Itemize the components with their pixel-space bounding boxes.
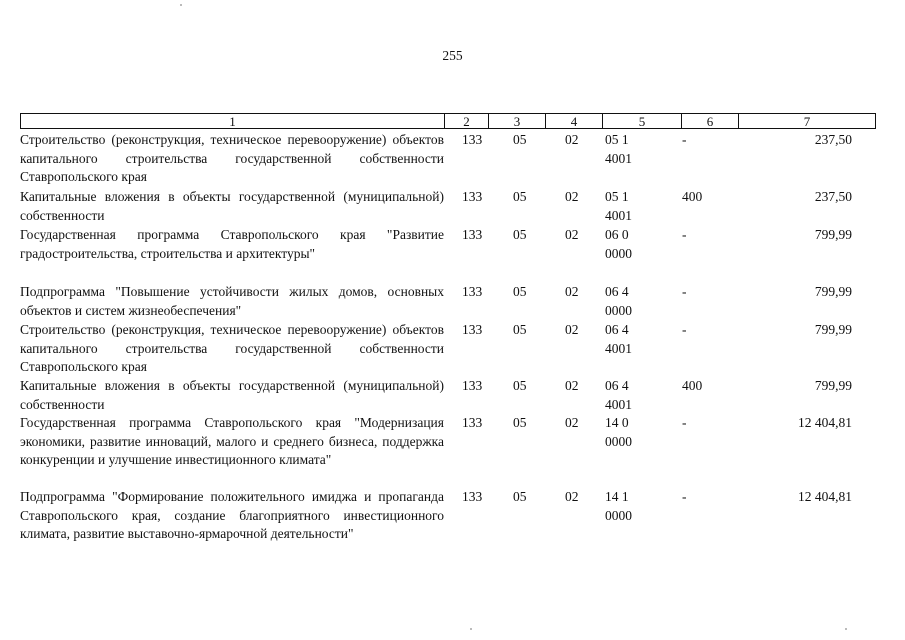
row-section: 05	[513, 227, 527, 242]
row-subsection: 02	[565, 378, 579, 393]
row-amount: 237,50	[814, 132, 852, 147]
row-admin-code: 133	[462, 489, 483, 504]
row-expense-type: -	[682, 132, 687, 147]
row-subsection: 02	[565, 132, 579, 147]
row-expense-type: 400	[682, 189, 703, 204]
header-col-3: 3	[488, 113, 545, 129]
row-subsection: 02	[565, 322, 579, 337]
row-admin-code: 133	[462, 284, 483, 299]
row-target-article: 06 0 0000	[605, 227, 632, 261]
row-subsection: 02	[565, 227, 579, 242]
page-number: 255	[442, 48, 463, 63]
row-target-article: 06 4 4001	[605, 378, 632, 412]
row-expense-type: -	[682, 227, 687, 242]
row-admin-code: 133	[462, 415, 483, 430]
row-description: Государственная программа Ставропольского края "Развитие градостроительства, строительства и архитектуры"	[20, 227, 444, 261]
row-target-article: 14 0 0000	[605, 415, 632, 449]
row-section: 05	[513, 489, 527, 504]
header-col-7: 7	[738, 113, 876, 129]
row-description: Подпрограмма "Формирование положительного имиджа и пропаганда Ставропольского края, создание благоприятного инвестиционного климата, развитие выставочно-ярмарочной деятельности"	[20, 489, 444, 541]
row-expense-type: -	[682, 322, 687, 337]
row-section: 05	[513, 284, 527, 299]
row-subsection: 02	[565, 415, 579, 430]
row-description: Капитальные вложения в объекты государственной (муниципальной) собственности	[20, 378, 444, 412]
header-col-4: 4	[545, 113, 602, 129]
row-target-article: 05 1 4001	[605, 189, 632, 223]
row-expense-type: 400	[682, 378, 703, 393]
row-subsection: 02	[565, 284, 579, 299]
row-admin-code: 133	[462, 189, 483, 204]
row-expense-type: -	[682, 284, 687, 299]
scan-artifact	[470, 628, 472, 630]
row-description: Подпрограмма "Повышение устойчивости жилых домов, основных объектов и систем жизнеобеспечения"	[20, 284, 444, 318]
row-amount: 799,99	[814, 378, 852, 393]
row-expense-type: -	[682, 415, 687, 430]
row-subsection: 02	[565, 489, 579, 504]
row-admin-code: 133	[462, 132, 483, 147]
row-section: 05	[513, 378, 527, 393]
row-amount: 799,99	[814, 227, 852, 242]
header-col-1: 1	[20, 113, 444, 129]
row-amount: 12 404,81	[798, 489, 852, 504]
row-admin-code: 133	[462, 227, 483, 242]
row-description: Строительство (реконструкция, техническое перевооружение) объектов капитального строительства государственной собственности Ставропольского края	[20, 322, 444, 374]
row-target-article: 14 1 0000	[605, 489, 632, 523]
row-amount: 12 404,81	[798, 415, 852, 430]
row-section: 05	[513, 189, 527, 204]
row-subsection: 02	[565, 189, 579, 204]
scan-artifact	[180, 4, 182, 6]
row-expense-type: -	[682, 489, 687, 504]
header-col-6: 6	[681, 113, 738, 129]
row-target-article: 06 4 4001	[605, 322, 632, 356]
row-section: 05	[513, 415, 527, 430]
header-col-5: 5	[602, 113, 681, 129]
row-amount: 237,50	[814, 189, 852, 204]
row-admin-code: 133	[462, 322, 483, 337]
row-section: 05	[513, 132, 527, 147]
row-target-article: 05 1 4001	[605, 132, 632, 166]
row-section: 05	[513, 322, 527, 337]
row-admin-code: 133	[462, 378, 483, 393]
scan-artifact	[845, 628, 847, 630]
row-description: Строительство (реконструкция, техническое перевооружение) объектов капитального строительства государственной собственности Ставропольского края	[20, 132, 444, 184]
header-col-2: 2	[444, 113, 488, 129]
row-description: Капитальные вложения в объекты государственной (муниципальной) собственности	[20, 189, 444, 223]
row-target-article: 06 4 0000	[605, 284, 632, 318]
row-description: Государственная программа Ставропольского края "Модернизация экономики, развитие инноваций, малого и среднего бизнеса, поддержка конкуренции и улучшение инвестиционного климата"	[20, 415, 444, 467]
row-amount: 799,99	[814, 322, 852, 337]
row-amount: 799,99	[814, 284, 852, 299]
